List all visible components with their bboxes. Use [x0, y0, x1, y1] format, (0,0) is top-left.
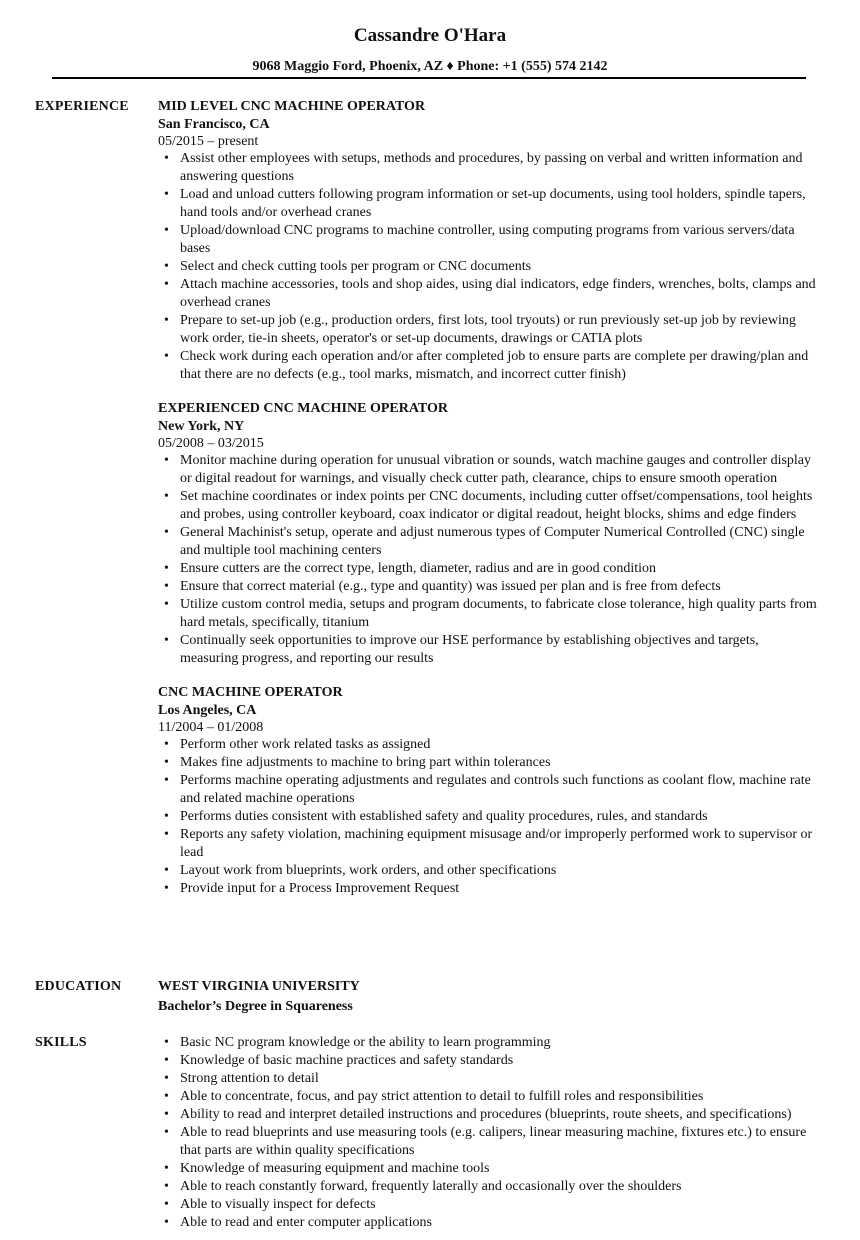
bullet-icon: •	[164, 259, 169, 274]
list-item	[158, 186, 818, 222]
section-label-education: EDUCATION	[35, 979, 122, 994]
list-item	[158, 1160, 818, 1178]
list-item-text: Upload/download CNC programs to machine controller, using computing programs from various servers/data bases	[180, 223, 795, 256]
bullet-icon: •	[164, 809, 169, 824]
job-entry	[158, 98, 818, 384]
list-item	[158, 1178, 818, 1196]
list-item	[158, 1124, 818, 1160]
job-entry	[158, 400, 818, 668]
bullet-icon: •	[164, 755, 169, 770]
list-item-text: Ensure cutters are the correct type, length, diameter, radius and are in good condition	[180, 561, 657, 576]
bullet-icon: •	[164, 1071, 169, 1086]
list-item	[158, 1214, 818, 1232]
list-item-text: Select and check cutting tools per program or CNC documents	[180, 259, 532, 274]
job-duties	[158, 150, 818, 384]
job-dates: 05/2015 – present	[158, 134, 259, 149]
list-item	[158, 862, 818, 880]
section-label-skills: SKILLS	[35, 1035, 87, 1050]
list-item-text: Ensure that correct material (e.g., type and quantity) was issued per plan and is free from defects	[180, 579, 721, 594]
list-item	[158, 1052, 818, 1070]
job-title: EXPERIENCED CNC MACHINE OPERATOR	[158, 401, 449, 416]
header-divider	[52, 77, 806, 79]
list-item-text: Provide input for a Process Improvement Request	[180, 881, 460, 896]
bullet-icon: •	[164, 633, 169, 648]
list-item-text: Layout work from blueprints, work orders, and other specifications	[180, 863, 557, 878]
list-item-text: Load and unload cutters following program information or set-up documents, using tool holders, spindle tapers, hand tools and/or overhead cranes	[180, 187, 806, 220]
list-item-text: Check work during each operation and/or after completed job to ensure parts are complete per drawing/plan and that there are no defects (e.g., tool marks, mismatch, and incorrect cutter finish)	[180, 349, 809, 382]
bullet-icon: •	[164, 1197, 169, 1212]
bullet-icon: •	[164, 597, 169, 612]
experience-list	[158, 98, 818, 898]
bullet-icon: •	[164, 773, 169, 788]
list-item-text: Performs machine operating adjustments and regulates and controls such functions as coolant flow, machine rate and related machine operations	[180, 773, 811, 806]
job-duties	[158, 736, 818, 898]
bullet-icon: •	[164, 1179, 169, 1194]
list-item	[158, 348, 818, 384]
list-item-text: Knowledge of measuring equipment and machine tools	[180, 1161, 490, 1176]
bullet-icon: •	[164, 1053, 169, 1068]
list-item-text: Monitor machine during operation for unusual vibration or sounds, watch machine gauges and controller display or digital readout for warnings, and visually check cutter path, clearance, chips to ensure smooth operation	[180, 453, 812, 486]
bullet-icon: •	[164, 453, 169, 468]
list-item-text: Perform other work related tasks as assigned	[180, 737, 431, 752]
bullet-icon: •	[164, 223, 169, 238]
job-location: New York, NY	[158, 419, 245, 434]
list-item-text: Prepare to set-up job (e.g., production orders, first lots, tool tryouts) or run previously set-up job by reviewing work order, tie-in sheets, operator's or set-up documents, drawings or CATIA plots	[180, 313, 796, 346]
bullet-icon: •	[164, 489, 169, 504]
bullet-icon: •	[164, 349, 169, 364]
bullet-icon: •	[164, 1035, 169, 1050]
bullet-icon: •	[164, 881, 169, 896]
list-item-text: Able to reach constantly forward, frequently laterally and occasionally over the shoulders	[180, 1179, 682, 1194]
list-item-text: Utilize custom control media, setups and program documents, to fabricate close tolerance, high quality parts from hard metals, specifically, titanium	[180, 597, 817, 630]
job-title: CNC MACHINE OPERATOR	[158, 685, 343, 700]
skills-bullets	[158, 1034, 818, 1232]
list-item-text: Makes fine adjustments to machine to bring part within tolerances	[180, 755, 551, 770]
job-entry	[158, 684, 818, 898]
list-item-text: Performs duties consistent with established safety and quality procedures, rules, and standards	[180, 809, 708, 824]
bullet-icon: •	[164, 313, 169, 328]
list-item-text: Knowledge of basic machine practices and safety standards	[180, 1053, 514, 1068]
resume-header	[0, 24, 860, 76]
bullet-icon: •	[164, 737, 169, 752]
list-item-text: Set machine coordinates or index points per CNC documents, including cutter offset/compensations, tool heights and probes, using controller keyboard, coax indicator or digital readout, height blocks, shims and edge finders	[180, 489, 813, 522]
candidate-name: Cassandre O'Hara	[353, 25, 507, 46]
list-item	[158, 312, 818, 348]
list-item	[158, 578, 818, 596]
list-item-text: Able to read and enter computer applications	[180, 1215, 432, 1230]
list-item-text: Attach machine accessories, tools and shop aides, using dial indicators, edge finders, wrenches, bolts, clamps and overhead cranes	[180, 277, 816, 310]
list-item-text: Able to visually inspect for defects	[180, 1197, 376, 1212]
bullet-icon: •	[164, 151, 169, 166]
bullet-icon: •	[164, 1107, 169, 1122]
list-item-text: Assist other employees with setups, methods and procedures, by passing on verbal and written information and answering questions	[180, 151, 803, 184]
section-label-experience: EXPERIENCE	[35, 99, 129, 114]
bullet-icon: •	[164, 827, 169, 842]
list-item	[158, 276, 818, 312]
list-item-text: Reports any safety violation, machining equipment misusage and/or improperly performed work to supervisor or lead	[180, 827, 813, 860]
job-location: San Francisco, CA	[158, 117, 270, 132]
bullet-icon: •	[164, 525, 169, 540]
list-item	[158, 826, 818, 862]
list-item	[158, 754, 818, 772]
job-location: Los Angeles, CA	[158, 703, 257, 718]
bullet-icon: •	[164, 277, 169, 292]
bullet-icon: •	[164, 863, 169, 878]
bullet-icon: •	[164, 561, 169, 576]
list-item	[158, 808, 818, 826]
list-item-text: Able to concentrate, focus, and pay strict attention to detail to fulfill roles and responsibilities	[180, 1089, 704, 1104]
bullet-icon: •	[164, 579, 169, 594]
list-item	[158, 222, 818, 258]
list-item	[158, 632, 818, 668]
list-item	[158, 560, 818, 578]
list-item	[158, 596, 818, 632]
list-item-text: Basic NC program knowledge or the ability to learn programming	[180, 1035, 551, 1050]
bullet-icon: •	[164, 1215, 169, 1230]
contact-line: 9068 Maggio Ford, Phoenix, AZ ♦ Phone: +1 (555) 574 2142	[252, 59, 608, 74]
job-dates: 11/2004 – 01/2008	[158, 720, 264, 735]
list-item	[158, 1070, 818, 1088]
list-item	[158, 1106, 818, 1124]
education-entry	[158, 978, 818, 1016]
list-item	[158, 452, 818, 488]
list-item	[158, 488, 818, 524]
degree: Bachelor’s Degree in Squareness	[158, 999, 353, 1014]
bullet-icon: •	[164, 1161, 169, 1176]
bullet-icon: •	[164, 187, 169, 202]
list-item	[158, 880, 818, 898]
list-item-text: General Machinist's setup, operate and adjust numerous types of Computer Numerical Controlled (CNC) single and multiple tool machining centers	[180, 525, 805, 558]
list-item	[158, 1196, 818, 1214]
list-item	[158, 150, 818, 186]
skills-list	[158, 1034, 818, 1232]
job-dates: 05/2008 – 03/2015	[158, 436, 264, 451]
list-item	[158, 524, 818, 560]
list-item-text: Able to read blueprints and use measuring tools (e.g. calipers, linear measuring machine, fixtures etc.) to ensure that parts are within quality specifications	[180, 1125, 807, 1158]
list-item-text: Continually seek opportunities to improve our HSE performance by establishing objectives and targets, measuring progress, and reporting our results	[180, 633, 759, 666]
bullet-icon: •	[164, 1089, 169, 1104]
list-item-text: Strong attention to detail	[180, 1071, 319, 1086]
list-item	[158, 1088, 818, 1106]
list-item-text: Ability to read and interpret detailed instructions and procedures (blueprints, route sheets, and specifications)	[180, 1107, 792, 1122]
job-title: MID LEVEL CNC MACHINE OPERATOR	[158, 99, 426, 114]
list-item	[158, 772, 818, 808]
list-item	[158, 1034, 818, 1052]
job-duties	[158, 452, 818, 668]
list-item	[158, 736, 818, 754]
bullet-icon: •	[164, 1125, 169, 1140]
list-item	[158, 258, 818, 276]
school-name: WEST VIRGINIA UNIVERSITY	[158, 979, 360, 994]
